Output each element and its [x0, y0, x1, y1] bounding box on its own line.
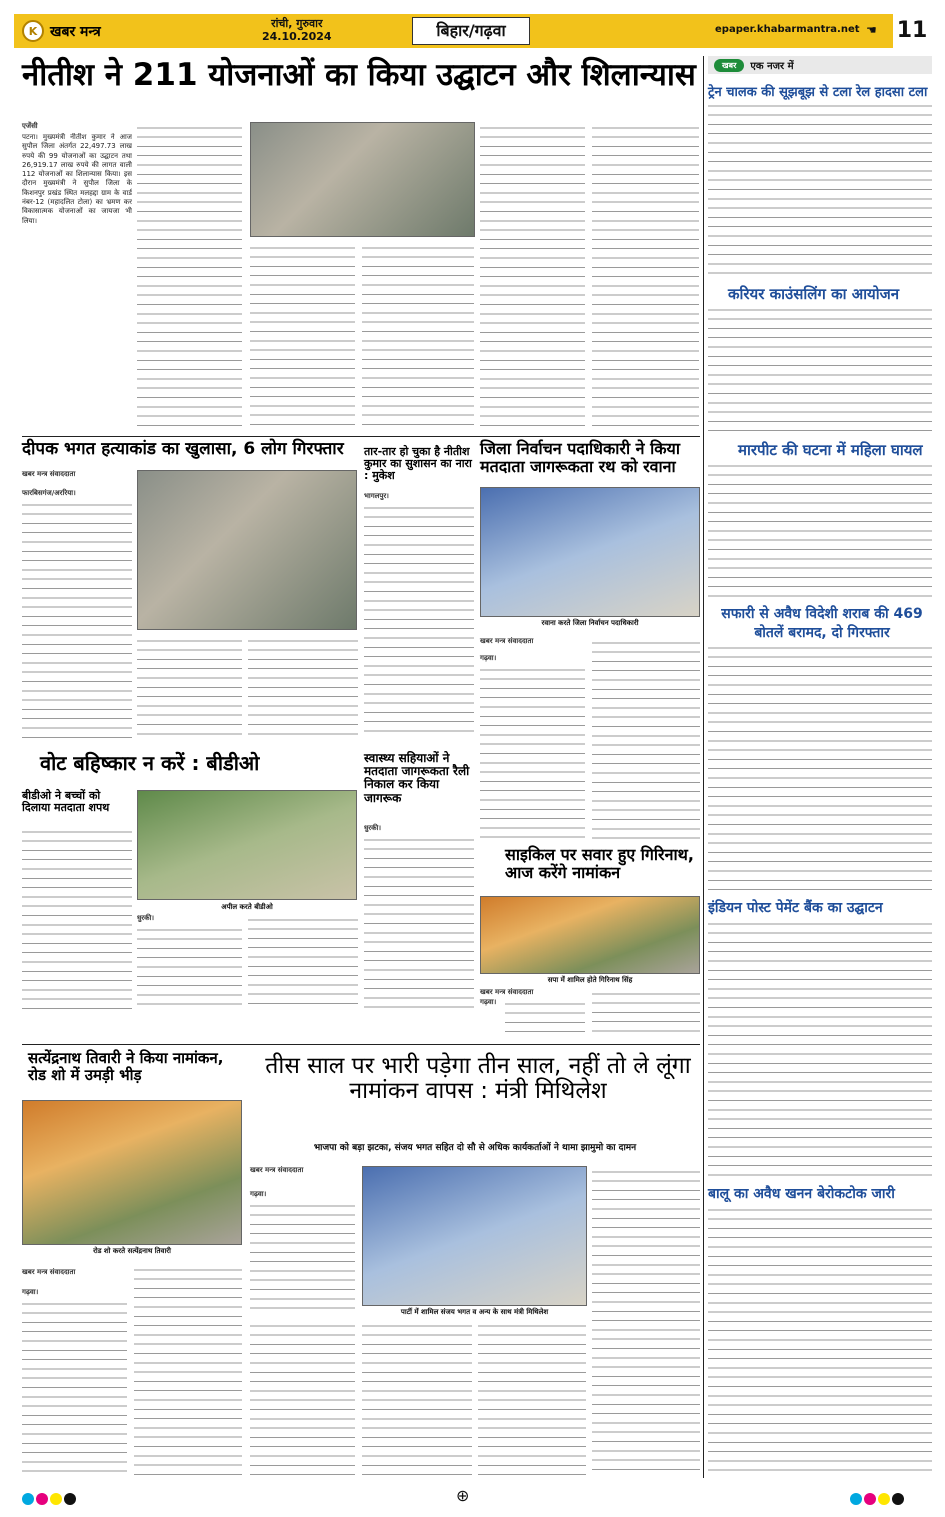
deepak-headline: दीपक भगत हत्याकांड का खुलासा, 6 लोग गिरफ्तार: [22, 439, 344, 459]
main-photo: [250, 122, 475, 237]
side-story-title: मारपीट की घटना में महिला घायल: [738, 441, 923, 459]
side-tag-bar: [708, 56, 932, 74]
vote-dateline: धुरकी।: [137, 914, 155, 922]
vote-headline: वोट बहिष्कार न करें : बीडीओ: [40, 751, 260, 775]
color-dots-left: [22, 1488, 78, 1507]
divider: [22, 1044, 700, 1045]
side-story-body: [708, 460, 932, 600]
color-dots-right: [850, 1488, 906, 1507]
district-photo: [480, 487, 700, 617]
mithilesh-body: [250, 1320, 355, 1478]
main-byline: एजेंसी: [22, 122, 38, 130]
vote-caption: अपील करते बीडीओ: [221, 903, 273, 911]
cycle-byline: खबर मन्त्र संवाददाता: [480, 988, 534, 996]
mithilesh-photo: [362, 1166, 587, 1306]
mithilesh-caption: पार्टी में शामिल संजय भगत व अन्य के साथ मंत्री मिथिलेश: [400, 1308, 549, 1316]
brand-logo: [22, 18, 101, 44]
side-story-title: सफारी से अवैध विदेशी शराब की 469 बोतलें बरामद, दो गिरफ्तार: [721, 606, 923, 641]
main-body-column: [137, 122, 242, 433]
side-story-body: [708, 642, 932, 892]
district-headline: जिला निर्वाचन पदाधिकारी ने किया मतदाता जागरूकता रथ को रवाना: [480, 439, 680, 476]
main-body-column: [480, 122, 585, 433]
site-url[interactable]: epaper.khabarmantra.net: [715, 24, 860, 35]
side-story-body: [708, 1204, 932, 1478]
vote-photo: [137, 790, 357, 900]
cycle-headline: साइकिल पर सवार हुए गिरिनाथ, आज करेंगे नामांकन: [505, 845, 694, 882]
side-story-body: [708, 100, 932, 280]
dateline-block: [262, 17, 332, 43]
side-story-title: बालू का अवैध खनन बेरोकटोक जारी: [708, 1186, 895, 1202]
vote-body: [137, 924, 242, 1011]
satyendra-body: [22, 1298, 127, 1478]
deepak-body: [137, 635, 242, 739]
column-divider: [703, 56, 704, 1478]
cycle-caption: सपा में शामिल होते गिरिनाथ सिंह: [547, 976, 633, 984]
city-day: रांची, गुरुवार: [271, 17, 323, 30]
issue-date: 24.10.2024: [262, 30, 332, 43]
side-story-body: [708, 304, 932, 434]
mithilesh-body: [362, 1320, 472, 1478]
side-tag: खबर: [714, 59, 744, 72]
main-body-column: [592, 122, 699, 433]
nitish-quote-headline: तार-तार हो चुका है नीतीश कुमार का सुशासन का नारा : मुकेश: [364, 445, 472, 483]
cycle-body: [505, 998, 585, 1038]
main-body-column: [362, 242, 474, 433]
satyendra-headline: सत्येंद्रनाथ तिवारी ने किया नामांकन, रोड शो में उमड़ी भीड़: [28, 1049, 224, 1084]
satyendra-caption: रोड शो करते सत्येंद्रनाथ तिवारी: [93, 1247, 171, 1255]
health-dateline: धुरकी।: [364, 824, 382, 832]
deepak-dateline: फारबिसगंज/अररिया।: [22, 489, 76, 497]
main-lead-text: पटना। मुख्यमंत्री नीतीश कुमार ने आज सुपौल जिला अंतर्गत 22,497.73 लाख रुपये की 99 योजनाओं का उद्घाटन तथा 26,919.17 लाख रुपये की लागत वाली 112 योजनाओं का शिलान्यास किया। इस दौरान मुख्यमंत्री ने सुपौल जिला के किशनपुर प्रखंड स्थित मलहद्दा ग्राम के वार्ड नंबर-12 (महादलित टोला) का भ्रमण कर विकासात्मक योजनाओं का जायजा भी लिया।: [22, 133, 132, 225]
satyendra-photo: [22, 1100, 242, 1245]
crosshair-icon: ⊕: [456, 1486, 470, 1505]
cycle-dateline: गढ़वा।: [480, 998, 497, 1006]
side-story-title: इंडियन पोस्ट पेमेंट बैंक का उद्घाटन: [708, 900, 883, 916]
satyendra-dateline: गढ़वा।: [22, 1288, 39, 1296]
cycle-photo: [480, 896, 700, 974]
deepak-body: [248, 635, 358, 739]
divider: [22, 436, 700, 437]
cycle-body: [592, 988, 700, 1038]
deepak-photo: [137, 470, 357, 630]
mithilesh-body: [478, 1320, 586, 1478]
vote-subhead: बीडीओ ने बच्चों को दिलाया मतदाता शपथ: [22, 789, 110, 815]
health-headline: स्वास्थ्य सहियाओं ने मतदाता जागरूकता रैली निकाल कर किया जागरूक: [364, 751, 470, 805]
vote-body: [248, 914, 358, 1011]
brand-name: खबर मन्त्र: [50, 23, 101, 40]
satyendra-body: [134, 1264, 242, 1478]
mithilesh-dateline: गढ़वा।: [250, 1190, 267, 1198]
satyendra-byline: खबर मन्त्र संवाददाता: [22, 1268, 76, 1276]
brand-mark-icon: K: [22, 20, 44, 42]
vote-body: [22, 826, 132, 1011]
district-body: [480, 664, 585, 839]
mithilesh-byline: खबर मन्त्र संवाददाता: [250, 1166, 304, 1174]
page-number: 11: [893, 14, 931, 48]
cursor-icon: ☚: [866, 23, 877, 37]
deepak-body: [22, 499, 132, 739]
side-story-title: करियर काउंसलिंग का आयोजन: [728, 285, 900, 303]
section-label: बिहार/गढ़वा: [412, 17, 530, 45]
district-byline: खबर मन्त्र संवाददाता: [480, 637, 534, 645]
mithilesh-headline: तीस साल पर भारी पड़ेगा तीन साल, नहीं तो ले लूंगा नामांकन वापस : मंत्री मिथिलेश: [265, 1053, 691, 1105]
mithilesh-body: [592, 1166, 700, 1478]
district-dateline: गढ़वा।: [480, 654, 497, 662]
district-caption: रवाना करते जिला निर्वाचन पदाधिकारी: [541, 619, 639, 627]
main-headline: नीतीश ने 211 योजनाओं का किया उद्घाटन और शिलान्यास: [22, 57, 696, 93]
side-story-title: ट्रेन चालक की सूझबूझ से टला रेल हादसा टला: [708, 85, 928, 100]
side-tag2: एक नजर में: [750, 61, 794, 72]
nitish-quote-body: [364, 502, 474, 739]
mithilesh-body: [250, 1200, 355, 1312]
mithilesh-strap: भाजपा को बड़ा झटका, संजय भगत सहित दो सौ से अधिक कार्यकर्ताओं ने थामा झामुमो का दामन: [313, 1143, 637, 1153]
main-body-column: [250, 242, 355, 433]
health-body: [364, 834, 474, 1011]
nitish-quote-dateline: भागलपुर।: [364, 492, 389, 500]
side-story-body: [708, 918, 932, 1180]
district-body: [592, 637, 700, 839]
print-registration-marks: [0, 1484, 945, 1506]
deepak-byline: खबर मन्त्र संवाददाता: [22, 470, 76, 478]
